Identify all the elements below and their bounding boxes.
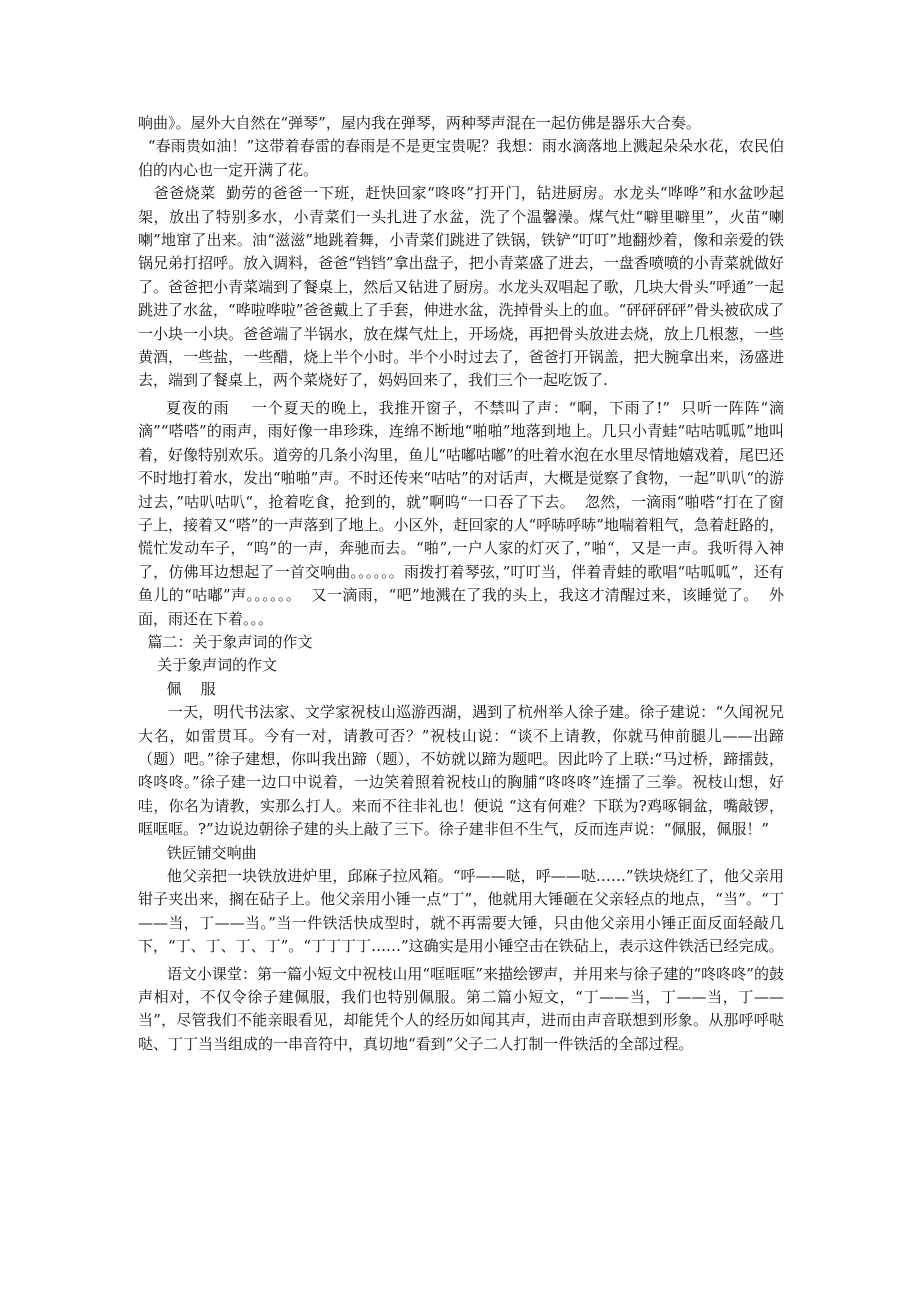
paragraph-blacksmith-story: 他父亲把一块铁放进炉里，邱麻子拉风箱。“呼——哒，呼——哒……”铁块烧红了，他父亲用钳子夹出来，搁在砧子上。他父亲用小锤一点“丁”，他就用大锤砸在父亲轻点的地点，“当”。“丁——当，丁——当。”当一件铁活快成型时，就不再需要大锤，只由他父亲用小锤正面反面轻敲几下，“丁、丁、丁、丁”。“丁丁丁丁……”这确实是用小锤空击在铁砧上，表示这件铁活已经完成。 [138,867,785,956]
story-title-blacksmith: 铁匠铺交响曲 [138,843,257,862]
paragraph-symphony-ending: 响曲》。屋外大自然在“弹琴”，屋内我在弹琴，两种琴声混在一起仿佛是器乐大合奏。 [138,114,701,132]
document-body [138,112,784,1056]
section-heading: 篇二：关于象声词的作文 [138,632,313,651]
paragraph-dad-cooking: 爸爸烧菜 勤劳的爸爸一下班，赶快回家“咚咚”打开门，钻进厨房。水龙头“哗哗”和水盆吵起架，放出了特别多水，小青菜们一头扎进了水盆，洗了个温馨澡。煤气灶“噼里噼里”，火苗“喇喇”地窜了出来。油“滋滋”地跳着舞，小青菜们跳进了铁锅，铁铲“叮叮”地翻炒着，像和亲爱的铁锅兄弟打招呼。放入调料，爸爸“铛铛”拿出盘子，把小青菜盛了进去，一盘香喷喷的小青菜就做好了。爸爸把小青菜端到了餐桌上，然后又钻进了厨房。水龙头双唱起了歌，几块大骨头“呼通”一起跳进了水盆，“哗啦哗啦”爸爸戴上了手套，伸进水盆，洗掉骨头上的血。“砰砰砰砰”骨头被砍成了一小块一小块。爸爸端了半锅水，放在煤气灶上，开场烧，再把骨头放进去烧，放上几根葱，一些黄酒，一些盐，一些醋，烧上半个小时。半个小时过去了，爸爸打开锅盖，把大腕拿出来，汤盛进去，端到了餐桌上，两个菜烧好了，妈妈回来了，我们三个一起吃饭了. [138,184,785,390]
paragraph-spring-rain: “春雨贵如油！”这带着春雷的春雨是不是更宝贵呢？我想：雨水滴落地上溅起朵朵水花，农民伯伯的内心也一定开满了花。 [138,137,785,179]
paragraph-summer-night-rain: 夏夜的雨 一个夏天的晚上，我推开窗子，不禁叫了声：“啊，下雨了!” 只听一阵阵“滴滴”“嗒嗒”的雨声，雨好像一串珍珠，连绵不断地“啪啪”地落到地上。几只小青蛙“咕咕呱呱”地叫着，好像特别欢乐。道旁的几条小沟里，鱼儿“咕嘟咕嘟”的吐着水泡在水里尽情地嬉戏着，尾巴还不时地打着水，发出“啪啪”声。不时还传来“咕咕”的对话声，大概是觉察了食物，一起”叭叭“的游过去，”咕叭咕叭“，抢着吃食，抢到的，就”啊呜“一口吞了下去。 忽然，一滴雨“啪嗒“打在了窗子上，接着又“嗒”的一声落到了地上。小区外，赶回家的人“呼哧呼哧”地喘着粗气，急着赶路的，慌忙发动车子，“呜”的一声，奔驰而去。“啪”,一户人家的灯灭了，”啪“，又是一声。我听得入神了，仿佛耳边想起了一首交响曲。。。。。。雨拨打着琴弦，”叮叮当，伴着青蛙的歌唱“咕呱呱”，还有鱼儿的“咕嘟”声。。。。。。 又一滴雨，“吧”地溅在了我的头上，我这才清醒过来，该睡觉了。 外面，雨还在下着。。。 [138,398,785,628]
story-title-admire: 佩 服 [138,679,216,698]
paragraph-admire-story: 一天，明代书法家、文学家祝枝山巡游西湖，遇到了杭州举人徐子建。徐子建说：“久闻祝兄大名，如雷贯耳。今有一对，请教可否？”祝枝山说：“谈不上请教，你就马伸前腿儿——出蹄（题）吧。”徐子建想，你叫我出蹄（题），不妨就以蹄为题吧。因此吟了上联:“马过桥，蹄擂鼓，咚咚咚。”徐子建一边口中说着，一边笑着照着祝枝山的胸脯“咚咚咚”连擂了三拳。祝枝山想，好哇，你名为请教，实那么打人。来而不往非礼也！便说 “这有何难？下联为?鸡啄铜盆，嘴敲锣，哐哐哐。?”边说边朝徐子建的头上敲了三下。徐子建非但不生气，反而连声说：“佩服，佩服！” [138,703,784,839]
article-title: 关于象声词的作文 [138,656,278,675]
paragraph-chinese-lesson: 语文小课堂：第一篇小短文中祝枝山用“哐哐哐”来描绘锣声，并用来与徐子建的“咚咚咚”的鼓声相对，不仅令徐子建佩服，我们也特别佩服。第二篇小短文，“丁——当，丁——当，丁——当”，尽管我们不能亲眼看见，却能凭个人的经历如闻其声，进而由声音联想到形象。从那呼呼哒哒、丁丁当当组成的一串音符中，真切地“看到”父子二人打制一件铁活的全部过程。 [138,964,784,1053]
